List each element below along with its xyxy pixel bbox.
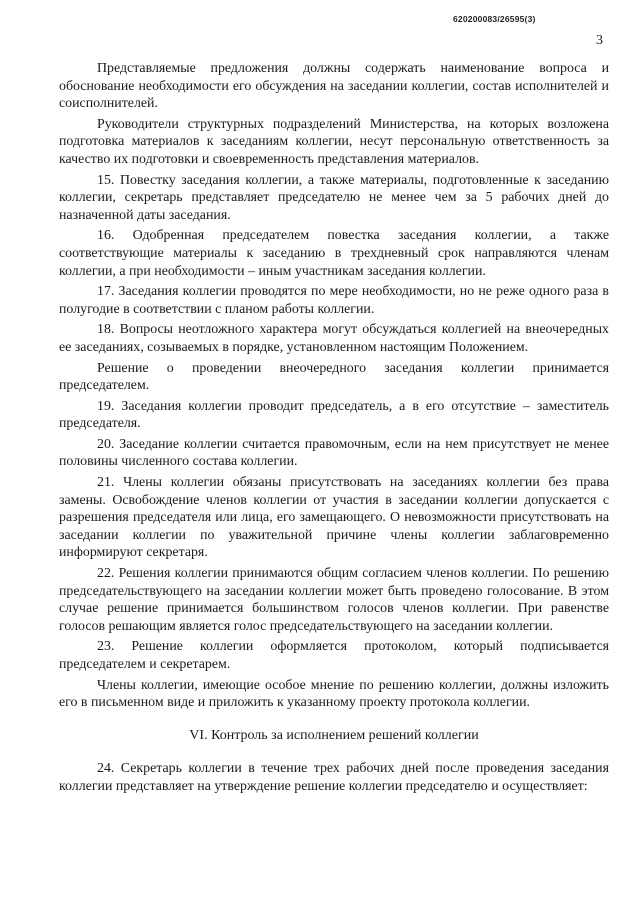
section-heading: VI. Контроль за исполнением решений коллегии bbox=[189, 727, 479, 743]
paragraph: Руководители структурных подразделений Министерства, на которых возложена подготовка материалов к заседаниям коллегии, несут персональную ответственность за качество их подготовки и своевременность представления материалов. bbox=[59, 116, 609, 167]
paragraph-item-16: 16. Одобренная председателем повестка заседания коллегии, а также соответствующие материалы к заседанию в трехдневный срок направляются членам коллегии, а при необходимости – иным участникам заседания коллегии. bbox=[59, 228, 609, 279]
paragraph: Члены коллегии, имеющие особое мнение по решению коллегии, должны изложить его в письменном виде и приложить к указанному проекту протокола коллегии. bbox=[59, 677, 609, 711]
paragraph: Решение о проведении внеочередного заседания коллегии принимается председателем. bbox=[59, 360, 609, 394]
paragraph: Представляемые предложения должны содержать наименование вопроса и обоснование необходимости его обсуждения на заседании коллегии, состав исполнителей и соисполнителей. bbox=[59, 61, 609, 112]
paragraph-item-17: 17. Заседания коллегии проводятся по мере необходимости, но не реже одного раза в полугодие в соответствии с планом работы коллегии. bbox=[59, 284, 609, 317]
paragraph-item-20: 20. Заседание коллегии считается правомочным, если на нем присутствует не менее половины численного состава коллегии. bbox=[59, 436, 609, 470]
paragraph-item-18: 18. Вопросы неотложного характера могут обсуждаться коллегией на внеочередных ее заседаниях, созываемых в порядке, установленном настоящим Положением. bbox=[59, 322, 609, 355]
document-body bbox=[59, 60, 609, 799]
paragraph-item-24: 24. Секретарь коллегии в течение трех рабочих дней после проведения заседания коллегии представляет на утверждение решение коллегии председателю и осуществляет: bbox=[59, 761, 609, 794]
paragraph-item-19: 19. Заседания коллегии проводит председатель, а в его отсутствие – заместитель председателя. bbox=[59, 398, 609, 432]
paragraph-item-22: 22. Решения коллегии принимаются общим согласием членов коллегии. По решению председательствующего на заседании коллегии может быть проведено голосование. В этом случае решение принимается большинством голосов членов коллегии. При равенстве голосов решающим является голос председательствующего на заседании коллегии. bbox=[59, 566, 609, 634]
paragraph-item-15: 15. Повестку заседания коллегии, а также материалы, подготовленные к заседанию коллегии, секретарь представляет председателю не менее чем за 5 рабочих дней до назначенной даты заседания. bbox=[59, 172, 609, 223]
paragraph-item-23: 23. Решение коллегии оформляется протоколом, который подписывается председателем и секретарем. bbox=[59, 639, 609, 672]
page-number: 3 bbox=[596, 33, 603, 48]
paragraph-item-21: 21. Члены коллегии обязаны присутствовать на заседаниях коллегии без права замены. Освобождение членов коллегии от участия в заседании коллегии допускается с разрешения председателя или лица, его замещающего. О невозможности присутствовать на заседании коллегии по уважительной причине члены коллегии заблаговременно информируют секретаря. bbox=[59, 475, 609, 561]
document-number: 620200083/26595(3) bbox=[453, 14, 536, 24]
